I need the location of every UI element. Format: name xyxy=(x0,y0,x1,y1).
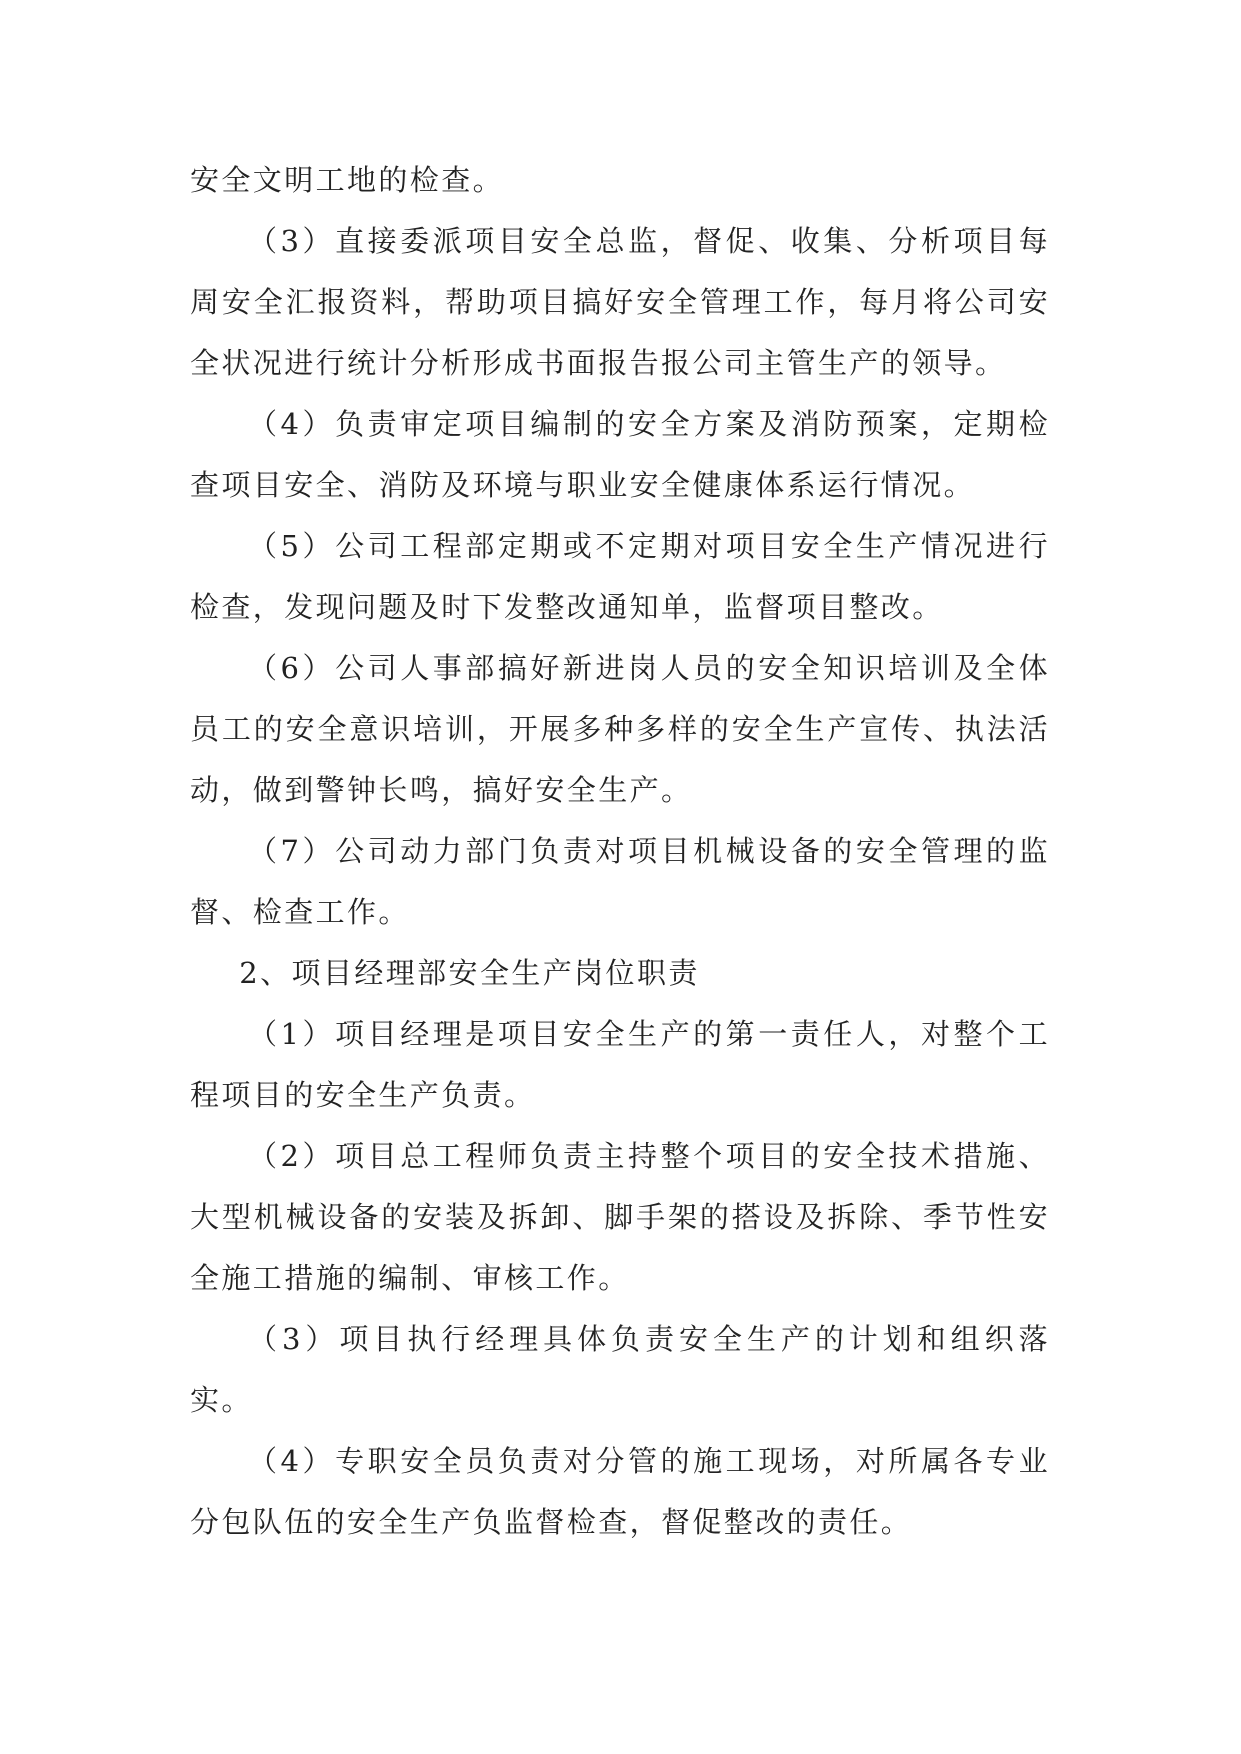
document-page xyxy=(190,150,1050,1553)
paragraph-sub-item-1: （1）项目经理是项目安全生产的第一责任人，对整个工程项目的安全生产负责。 xyxy=(190,1017,1050,1112)
paragraph-item-4: （4）负责审定项目编制的安全方案及消防预案，定期检查项目安全、消防及环境与职业安全健康体系运行情况。 xyxy=(190,407,1050,502)
section-heading: 2、项目经理部安全生产岗位职责 xyxy=(239,956,700,990)
paragraph-continuation: 安全文明工地的检查。 xyxy=(190,163,505,197)
paragraph-item-5: （5）公司工程部定期或不定期对项目安全生产情况进行检查，发现问题及时下发整改通知单，监督项目整改。 xyxy=(190,529,1050,624)
paragraph-item-7: （7）公司动力部门负责对项目机械设备的安全管理的监督、检查工作。 xyxy=(190,834,1050,929)
paragraph-sub-item-2: （2）项目总工程师负责主持整个项目的安全技术措施、大型机械设备的安装及拆卸、脚手架的搭设及拆除、季节性安全施工措施的编制、审核工作。 xyxy=(190,1139,1050,1295)
paragraph-item-6: （6）公司人事部搞好新进岗人员的安全知识培训及全体员工的安全意识培训，开展多种多样的安全生产宣传、执法活动，做到警钟长鸣，搞好安全生产。 xyxy=(190,651,1050,807)
paragraph-item-3: （3）直接委派项目安全总监，督促、收集、分析项目每周安全汇报资料，帮助项目搞好安全管理工作，每月将公司安全状况进行统计分析形成书面报告报公司主管生产的领导。 xyxy=(190,224,1050,380)
paragraph-sub-item-3: （3）项目执行经理具体负责安全生产的计划和组织落实。 xyxy=(190,1322,1050,1417)
paragraph-sub-item-4: （4）专职安全员负责对分管的施工现场，对所属各专业分包队伍的安全生产负监督检查，督促整改的责任。 xyxy=(190,1444,1050,1539)
